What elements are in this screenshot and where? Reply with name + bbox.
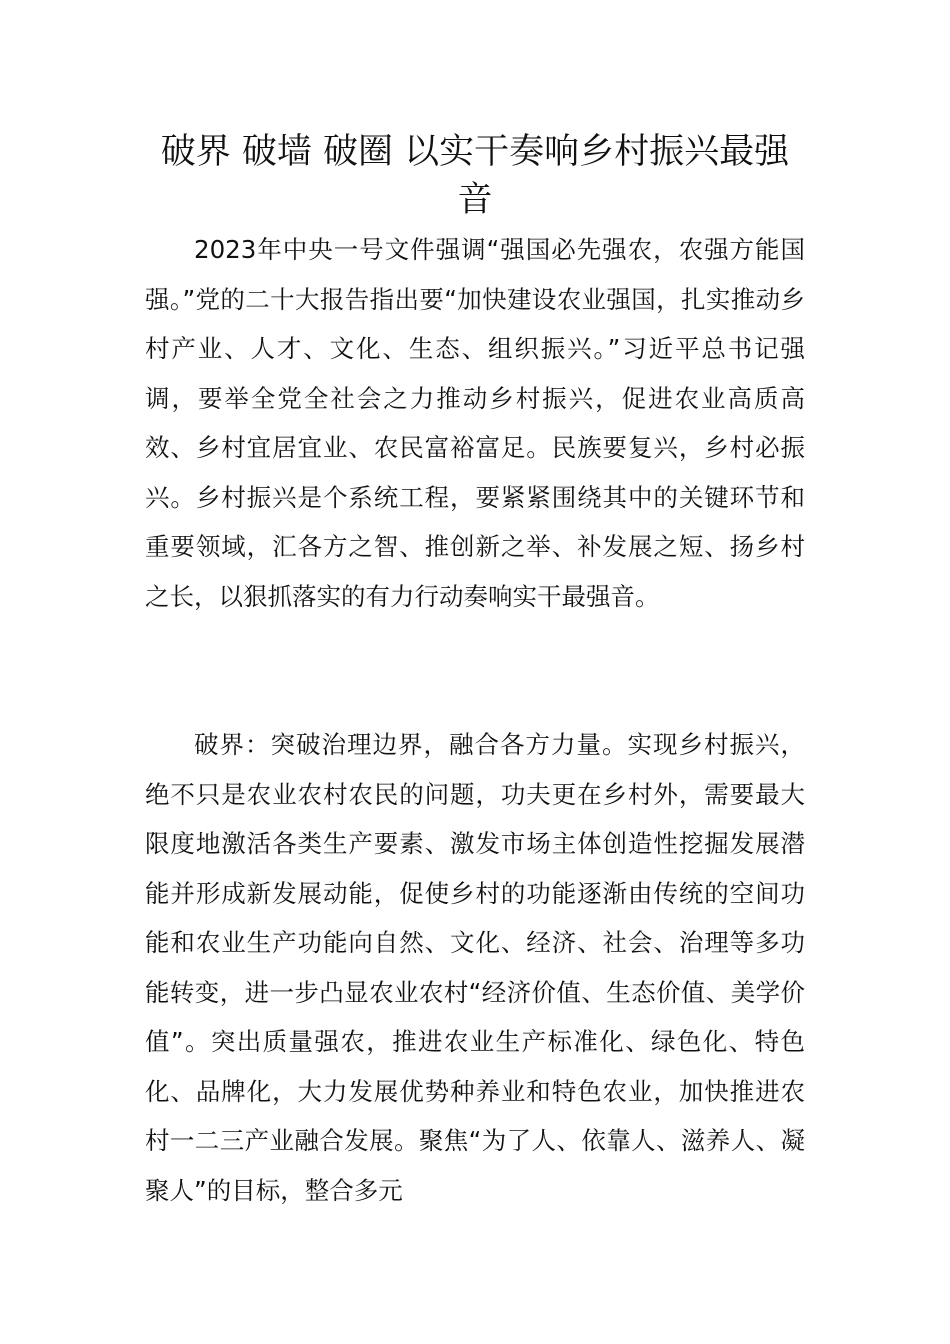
paragraph-pojie: 破界：突破治理边界，融合各方力量。实现乡村振兴，绝不只是农业农村农民的问题，功夫更在乡村外，需要最大限度地激活各类生产要素、激发市场主体创造性挖掘发展潜能并形成新发展动能，促使乡村的功能逐渐由传统的空间功能和农业生产功能向自然、文化、经济、社会、治理等多功能转变，进一步凸显农业农村“经济价值、生态价值、美学价值”。突出质量强农，推进农业生产标准化、绿色化、特色化、品牌化，大力发展优势种养业和特色农业，加快推进农村一二三产业融合发展。聚焦“为了人、依靠人、滋养人、凝聚人”的目标，整合多元: [145, 730, 805, 1205]
paragraph-intro: 2023年中央一号文件强调“强国必先强农，农强方能国强。”党的二十大报告指出要“加快建设农业强国，扎实推动乡村产业、人才、文化、生态、组织振兴。”习近平总书记强调，要举全党全社会之力推动乡村振兴，促进农业高质高效、乡村宜居宜业、农民富裕富足。民族要复兴，乡村必振兴。乡村振兴是个系统工程，要紧紧围绕其中的关键环节和重要领域，汇各方之智、推创新之举、补发展之短、扬乡村之长，以狠抓落实的有力行动奏响实干最强音。: [145, 235, 805, 611]
document-title: 破界 破墙 破圈 以实干奏响乡村振兴最强音: [160, 132, 790, 220]
